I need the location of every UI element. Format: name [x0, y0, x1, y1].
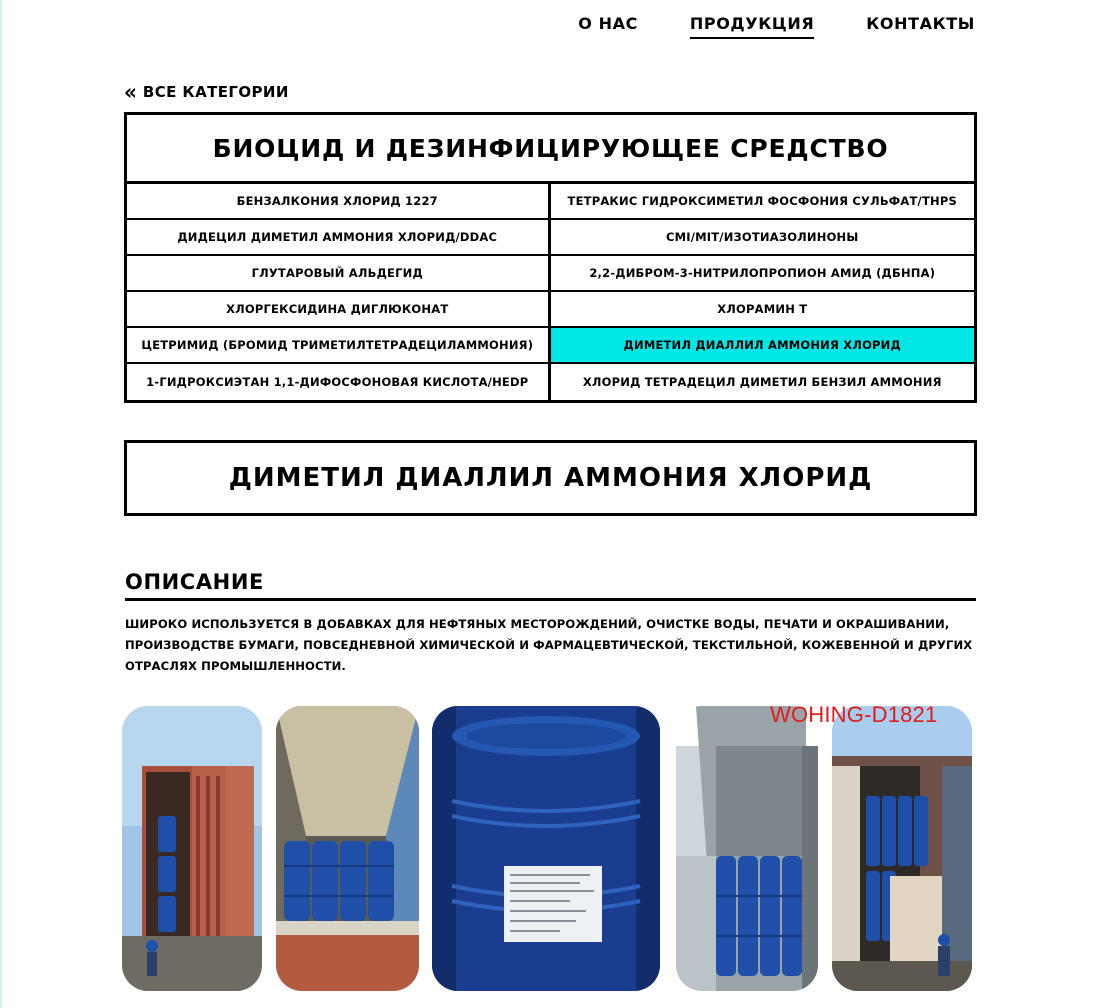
container-drums-photo	[832, 706, 972, 991]
blue-drum-closeup-photo	[432, 706, 660, 991]
category-item[interactable]: БЕНЗАЛКОНИЯ ХЛОРИД 1227	[127, 184, 551, 220]
category-item[interactable]: ХЛОРАМИН Т	[551, 292, 975, 328]
category-panel	[124, 112, 977, 403]
nav-item-about[interactable]: О НАС	[578, 14, 638, 33]
page-edge-rule	[0, 0, 2, 1008]
all-categories-link[interactable]	[124, 78, 289, 106]
description-text: ШИРОКО ИСПОЛЬЗУЕТСЯ В ДОБАВКАХ ДЛЯ НЕФТЯНЫХ МЕСТОРОЖДЕНИЙ, ОЧИСТКЕ ВОДЫ, ПЕЧАТИ И ОКРАШИВАНИИ, ПРОИЗВОДСТВЕ БУМАГИ, ПОВСЕДНЕВНОЙ ХИМИЧЕСКОЙ И ФАРМАЦЕВТИЧЕСКОЙ, ТЕКСТИЛЬНОЙ, КОЖЕВЕННОЙ И ДРУГИХ ОТРАСЛЯХ ПРОМЫШЛЕННОСТИ.	[125, 617, 973, 673]
watermark-text: WOHING-D1821	[770, 702, 938, 727]
category-item[interactable]: ТЕТРАКИС ГИДРОКСИМЕТИЛ ФОСФОНИЯ СУЛЬФАТ/THPS	[551, 184, 975, 220]
product-title: ДИМЕТИЛ ДИАЛЛИЛ АММОНИЯ ХЛОРИД	[228, 463, 873, 493]
top-nav	[578, 14, 975, 39]
drums-in-container-photo	[276, 706, 419, 991]
category-item[interactable]: ХЛОРИД ТЕТРАДЕЦИЛ ДИМЕТИЛ БЕНЗИЛ АММОНИЯ	[582, 375, 942, 389]
category-item[interactable]: ЦЕТРИМИД (БРОМИД ТРИМЕТИЛТЕТРАДЕЦИЛАММОНИЯ)	[127, 328, 551, 364]
nav-item-contacts[interactable]: КОНТАКТЫ	[866, 14, 975, 33]
category-item[interactable]: ГЛУТАРОВЫЙ АЛЬДЕГИД	[127, 256, 551, 292]
category-grid	[127, 184, 974, 400]
category-item-active[interactable]: ДИМЕТИЛ ДИАЛЛИЛ АММОНИЯ ХЛОРИД	[551, 328, 975, 364]
category-title: БИОЦИД И ДЕЗИНФИЦИРУЮЩЕЕ СРЕДСТВО	[127, 115, 974, 184]
category-item[interactable]: 1-ГИДРОКСИЭТАН 1,1-ДИФОСФОНОВАЯ КИСЛОТА/HEDP	[127, 364, 551, 400]
category-item[interactable]: ДИДЕЦИЛ ДИМЕТИЛ АММОНИЯ ХЛОРИД/DDAC	[127, 220, 551, 256]
container-loading-photo	[122, 706, 262, 991]
loaded-container-photo	[676, 706, 818, 991]
description-heading: ОПИСАНИЕ	[125, 570, 976, 601]
category-item[interactable]: 2,2-ДИБРОМ-3-НИТРИЛОПРОПИОН АМИД (ДБНПА)	[551, 256, 975, 292]
nav-item-products[interactable]: ПРОДУКЦИЯ	[690, 14, 814, 39]
category-item[interactable]: ХЛОРГЕКСИДИНА ДИГЛЮКОНАТ	[127, 292, 551, 328]
all-categories-label: ВСЕ КАТЕГОРИИ	[142, 83, 289, 101]
double-chevron-left-icon: «	[124, 78, 137, 106]
product-title-box	[124, 440, 977, 516]
category-item[interactable]: CMI/MIT/ИЗОТИАЗОЛИНОНЫ	[551, 220, 975, 256]
